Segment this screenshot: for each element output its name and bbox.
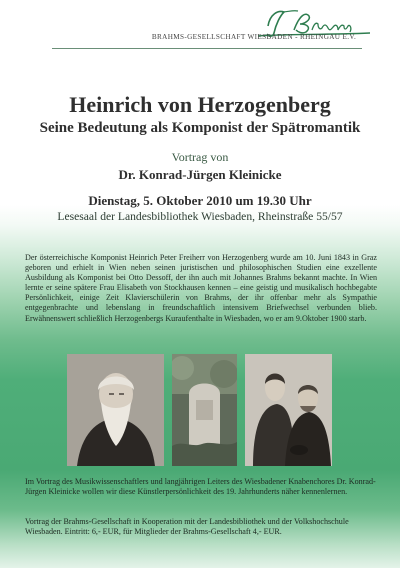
speaker-name: Dr. Konrad-Jürgen Kleinicke: [118, 167, 282, 182]
portrait-photo: [67, 354, 164, 466]
event-datetime: Dienstag, 5. Oktober 2010 um 19.30 Uhr: [88, 193, 312, 208]
page-title: Heinrich von Herzogenberg: [69, 92, 331, 117]
society-name: BRAHMS-GESELLSCHAFT WIESBADEN - RHEINGAU E.V.: [151, 33, 357, 41]
biography-paragraph: Der österreichische Komponist Heinrich Peter Freiherr von Herzogenberg wurde am 10. Juni 1843 in Graz geboren und erhielt in Wien neben seinen juristischen und philosophischen Studien eine exzellente Ausbildung als Komponist bei Otto Dessoff, der ihn auch mit Johannes Brahms bekannt machte. In Wien lernte er seine spätere Frau Elisabeth von Stockhausen kennen – eine geistig und musikalisch hochbegabte Persönlichkeit, einige Zeit Klavierschülerin von Brahms, der ihr offenbar mehr als Sympathie entgegenbrachte und lebenslang in freundschaftlich intensivem Briefwechsel verbunden blieb. Erwähnenswert schließlich Herzogenbergs Kuraufenthalte in Wiesbaden, wo er am 9.Oktober 1900 starb.: [25, 253, 377, 323]
top-divider: [52, 48, 362, 49]
lecture-label: Vortrag von: [171, 150, 229, 164]
event-info-paragraph: Vortrag der Brahms-Gesellschaft in Kooperation mit der Landesbibliothek und der Volkshochschule Wiesbaden. Eintritt: 6,- EUR, für Mitglieder der Brahms-Gesellschaft 4,- EUR.: [25, 517, 349, 537]
event-venue: Lesesaal der Landesbibliothek Wiesbaden, Rheinstraße 55/57: [57, 210, 343, 223]
introduction-paragraph: Im Vortrag des Musikwissenschaftlers und langjährigen Leiters des Wiesbadener Knabenchores Dr. Konrad-Jürgen Kleinicke wollen wir diese Künstlerpersönlichkeit des 19. Jahrhunderts näher kennenlernen.: [25, 477, 376, 497]
grave-monument-photo: [172, 354, 237, 466]
page-subtitle: Seine Bedeutung als Komponist der Spätromantik: [39, 120, 361, 136]
couple-portrait-photo: [245, 354, 332, 466]
